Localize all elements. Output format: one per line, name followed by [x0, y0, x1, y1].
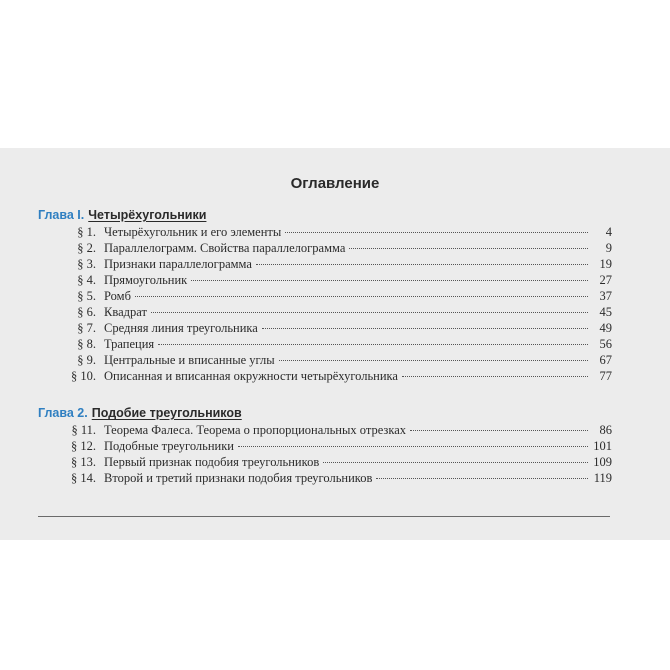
toc-entry[interactable]	[44, 438, 612, 454]
page-number: 56	[599, 337, 612, 351]
toc-entry[interactable]	[44, 368, 612, 384]
toc-entry[interactable]	[44, 352, 612, 368]
dot-leader	[256, 264, 588, 265]
toc-entry[interactable]	[44, 272, 612, 288]
section-number: § 7.	[77, 321, 96, 335]
section-title: Теорема Фалеса. Теорема о пропорциональных отрезках	[104, 423, 407, 437]
page-title: Оглавление	[290, 175, 380, 192]
section-number: § 2.	[77, 241, 96, 255]
section-number: § 9.	[77, 353, 96, 367]
footer-rule	[38, 516, 610, 517]
page-number: 27	[599, 273, 612, 287]
section-number: § 1.	[77, 225, 96, 239]
section-title: Трапеция	[104, 337, 155, 351]
page-number: 77	[599, 369, 612, 383]
book-page	[0, 148, 670, 540]
dot-leader	[191, 280, 588, 281]
dot-leader	[262, 328, 588, 329]
section-title: Параллелограмм. Свойства параллелограмма	[104, 241, 346, 255]
section-title: Подобные треугольники	[104, 439, 234, 453]
dot-leader	[349, 248, 588, 249]
section-number: § 12.	[71, 439, 96, 453]
section-title: Центральные и вписанные углы	[104, 353, 275, 367]
toc-entry[interactable]	[44, 336, 612, 352]
page-number: 19	[599, 257, 612, 271]
section-title: Описанная и вписанная окружности четырёхугольника	[104, 369, 398, 383]
dot-leader	[402, 376, 588, 377]
dot-leader	[151, 312, 588, 313]
section-title: Второй и третий признаки подобия треугольников	[104, 471, 373, 485]
section-title: Ромб	[104, 289, 131, 303]
section-title: Средняя линия треугольника	[104, 321, 258, 335]
toc-entry[interactable]	[44, 240, 612, 256]
dot-leader	[323, 462, 588, 463]
page-number: 86	[599, 423, 612, 437]
toc-entry[interactable]	[44, 470, 612, 486]
page-number: 9	[605, 241, 612, 255]
dot-leader	[376, 478, 588, 479]
page-number: 119	[593, 471, 612, 485]
page-number: 67	[599, 353, 612, 367]
page-number: 49	[599, 321, 612, 335]
section-number: § 8.	[77, 337, 96, 351]
dot-leader	[135, 296, 588, 297]
section-number: § 4.	[77, 273, 96, 287]
page-number: 37	[599, 289, 612, 303]
section-title: Квадрат	[104, 305, 147, 319]
toc-entry[interactable]	[44, 454, 612, 470]
section-title: Признаки параллелограмма	[104, 257, 252, 271]
dot-leader	[410, 430, 588, 431]
dot-leader	[279, 360, 588, 361]
section-title: Первый признак подобия треугольников	[104, 455, 320, 469]
section-title: Прямоугольник	[104, 273, 188, 287]
page-number: 109	[593, 455, 612, 469]
toc-entry[interactable]	[44, 320, 612, 336]
page-number: 101	[593, 439, 612, 453]
toc-entry[interactable]	[44, 422, 612, 438]
section-number: § 3.	[77, 257, 96, 271]
dot-leader	[158, 344, 588, 345]
page-number: 45	[599, 305, 612, 319]
section-number: § 13.	[71, 455, 96, 469]
dot-leader	[238, 446, 588, 447]
toc-entry[interactable]	[44, 288, 612, 304]
section-number: § 11.	[71, 423, 96, 437]
chapter-2-name: Подобие треугольников	[91, 406, 242, 420]
section-number: § 14.	[71, 471, 96, 485]
page-number: 4	[605, 225, 612, 239]
toc-entry[interactable]	[44, 256, 612, 272]
toc-entry[interactable]	[44, 304, 612, 320]
chapter-2-prefix: Глава 2.	[38, 406, 88, 420]
chapter-2-heading	[38, 406, 242, 420]
chapter-1-prefix: Глава I.	[38, 208, 85, 222]
section-number: § 6.	[77, 305, 96, 319]
chapter-1-name: Четырёхугольники	[88, 208, 207, 222]
section-number: § 10.	[71, 369, 96, 383]
toc-entry[interactable]	[44, 224, 612, 240]
chapter-1-heading	[38, 208, 206, 222]
section-title: Четырёхугольник и его элементы	[104, 225, 282, 239]
section-number: § 5.	[77, 289, 96, 303]
dot-leader	[285, 232, 588, 233]
